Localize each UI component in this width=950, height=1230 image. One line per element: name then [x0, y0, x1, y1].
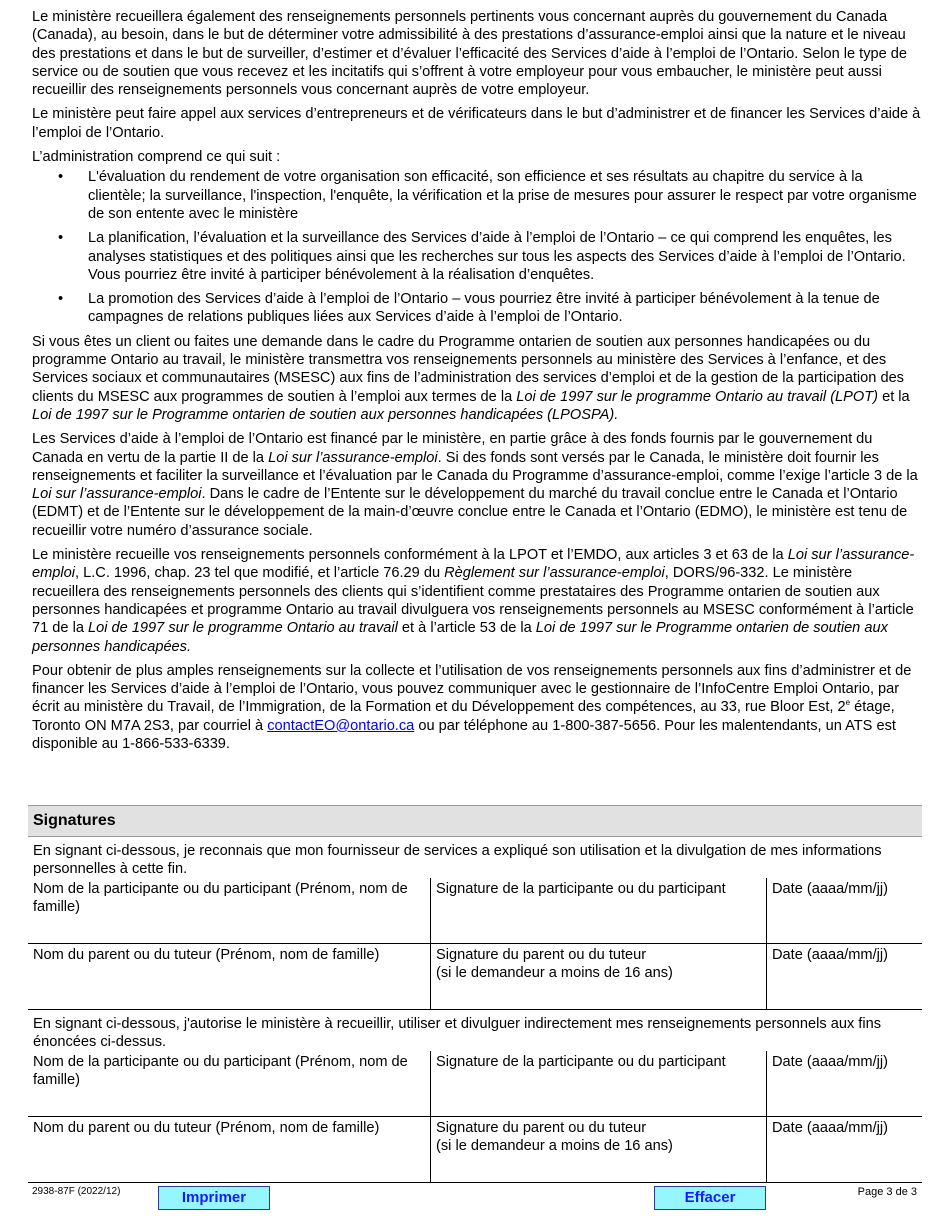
- participant-name-field[interactable]: Nom de la participante ou du participant (Prénom, nom de famille): [33, 1054, 408, 1089]
- guardian-name-field[interactable]: Nom du parent ou du tuteur (Prénom, nom de famille): [33, 1120, 380, 1136]
- guardian-date-field[interactable]: Date (aaaa/mm/jj): [766, 1117, 922, 1182]
- administration-list: [32, 168, 922, 326]
- list-item: • La planification, l’évaluation et la surveillance des Services d’aide à l’emploi de l’Ontario – ce qui comprend les enquêtes, les analyses statistiques et des politiques ainsi que les recherches sur tous les aspects des Services d’aide à l’emploi de l’Ontario. Vous pourriez être invité à participer bénévolement à la réalisation d’enquêtes.: [32, 229, 922, 284]
- participant-signature-field[interactable]: Signature de la participante ou du participant: [430, 1051, 766, 1116]
- guardian-signature-row: [28, 1117, 922, 1183]
- form-number: 2938-87F (2022/12): [32, 1186, 121, 1197]
- paragraph-collection-canada: Le ministère recueillera également des renseignements personnels pertinents vous concernant auprès du gouvernement du Canada (Canada), au besoin, dans le but de déterminer votre admissibilité à des prestations d’assurance-emploi ainsi que la nature et le niveau des prestations et dans le but de surveiller, d’estimer et d’évaluer l’efficacité des Services d’aide à l’emploi de l’Ontario. Selon le type de service ou de soutien que vous recevez et les incitatifs qui s’offrent à votre employeur pour vous embaucher, le ministère peut aussi recueillir des renseignements personnels vous concernant auprès de votre employeur.: [32, 9, 908, 99]
- contact-email-link[interactable]: contactEO@ontario.ca: [267, 717, 415, 734]
- paragraph-legal-authority: Le ministère recueille vos renseignements personnels conformément à la LPOT et l’EMDO, aux articles 3 et 63 de la Loi sur l’assurance-emploi, L.C. 1996, chap. 23 tel que modifié, et l’article 76.29 du Règlement sur l’assurance-emploi, DORS/96-332. Le ministère recueillera des renseignements personnels des clients qui s’identifient comme prestataires des Programme ontarien de soutien aux personnes handicapées et programme Ontario au travail divulguera vos renseignements personnels au MSESC conformément à l’article 71 de la Loi de 1997 sur le programme Ontario au travail et à l’article 53 de la Loi de 1997 sur le Programme ontarien de soutien aux personnes handicapées.: [32, 547, 915, 655]
- participant-date-field[interactable]: Date (aaaa/mm/jj): [766, 1051, 922, 1116]
- participant-date-field[interactable]: Date (aaaa/mm/jj): [766, 878, 922, 943]
- paragraph-contact: Pour obtenir de plus amples renseignements sur la collecte et l’utilisation de vos renseignements personnels aux fins d’administrer et de financer les Services d’aide à l’emploi de l’Ontario, vous pouvez communiquer avec le gestionnaire de l’InfoCentre Emploi Ontario, par écrit au ministère du Travail, de l’Immigration, de la Formation et du Développement des compétences, au 33, rue Bloor Est, 2e étage, Toronto ON M7A 2S3, par courriel à contactEO@ontario.ca ou par téléphone au 1-800-387-5656. Pour les malentendants, un ATS est disponible au 1-866-533-6339.: [32, 662, 912, 752]
- participant-signature-row: [28, 1051, 922, 1117]
- guardian-date-field[interactable]: Date (aaaa/mm/jj): [766, 944, 922, 1009]
- authorization-statement: En signant ci-dessous, j'autorise le ministère à recueillir, utiliser et divulguer indirectement mes renseignements personnels aux fins énoncées ci-dessus.: [33, 1016, 882, 1051]
- page-number: Page 3 de 3: [857, 1186, 917, 1198]
- signatures-section-title: Signatures: [28, 805, 922, 837]
- print-button[interactable]: Imprimer: [158, 1186, 270, 1210]
- participant-signature-row: [28, 878, 922, 944]
- participant-name-field[interactable]: Nom de la participante ou du participant (Prénom, nom de famille): [33, 881, 408, 916]
- paragraph-administration-intro: L’administration comprend ce qui suit :: [32, 149, 281, 166]
- guardian-name-field[interactable]: Nom du parent ou du tuteur (Prénom, nom de famille): [33, 947, 380, 963]
- clear-button[interactable]: Effacer: [654, 1186, 766, 1210]
- paragraph-funding: Les Services d’aide à l’emploi de l’Ontario est financé par le ministère, en partie grâce à des fonds fournis par le gouvernement du Canada en vertu de la partie II de la Loi sur l’assurance-emploi. Si des fonds sont versés par le Canada, le ministère doit fournir les renseignements et faciliter la surveillance et l’évaluation par le Canada du Programme d’assurance-emploi, comme l’exige l’article 3 de la Loi sur l’assurance-emploi. Dans le cadre de l’Entente sur le développement du marché du travail conclue entre le Canada et l’Ontario (EDMT) et de l’Entente sur le développement de la main-d’œuvre conclue entre le Canada et l’Ontario (EDMO), le ministère est tenu de recueillir votre numéro d’assurance sociale.: [32, 431, 918, 539]
- paragraph-contractors: Le ministère peut faire appel aux services d’entrepreneurs et de vérificateurs dans le but d’administrer et de financer les Services d’aide à l’emploi de l’Ontario.: [32, 106, 921, 141]
- participant-signature-field[interactable]: Signature de la participante ou du participant: [430, 878, 766, 943]
- guardian-signature-field[interactable]: Signature du parent ou du tuteur (si le demandeur a moins de 16 ans): [430, 944, 766, 1009]
- acknowledgement-statement: En signant ci-dessous, je reconnais que mon fournisseur de services a expliqué son utilisation et la divulgation de mes informations personnelles à cette fin.: [33, 843, 882, 878]
- privacy-notice: [32, 8, 922, 759]
- guardian-signature-field[interactable]: Signature du parent ou du tuteur (si le demandeur a moins de 16 ans): [430, 1117, 766, 1182]
- paragraph-mcss: Si vous êtes un client ou faites une demande dans le cadre du Programme ontarien de soutien aux personnes handicapées ou du programme Ontario au travail, le ministère transmettra vos renseignements personnels au ministère des Services à l’enfance, et des Services sociaux et communautaires (MSESC) aux fins de l’administration des services d’emploi et de la gestion de la participation des clients du MSESC aux programmes de soutien à l’emploi aux termes de la Loi de 1997 sur le programme Ontario au travail (LPOT) et la Loi de 1997 sur le Programme ontarien de soutien aux personnes handicapées (LPOSPA).: [32, 333, 910, 423]
- guardian-signature-row: [28, 944, 922, 1010]
- list-item: • L'évaluation du rendement de votre organisation son efficacité, son efficience et ses résultats au chapitre du service à la clientèle; la surveillance, l'inspection, l'enquête, la vérification et la prise de mesures pour assurer le respect par votre organisme de son entente avec le ministère: [32, 168, 922, 223]
- list-item: • La promotion des Services d’aide à l’emploi de l’Ontario – vous pourriez être invité à participer bénévolement à la tenue de campagnes de relations publiques liées aux Services d’aide à l’emploi de l’Ontario.: [32, 290, 922, 327]
